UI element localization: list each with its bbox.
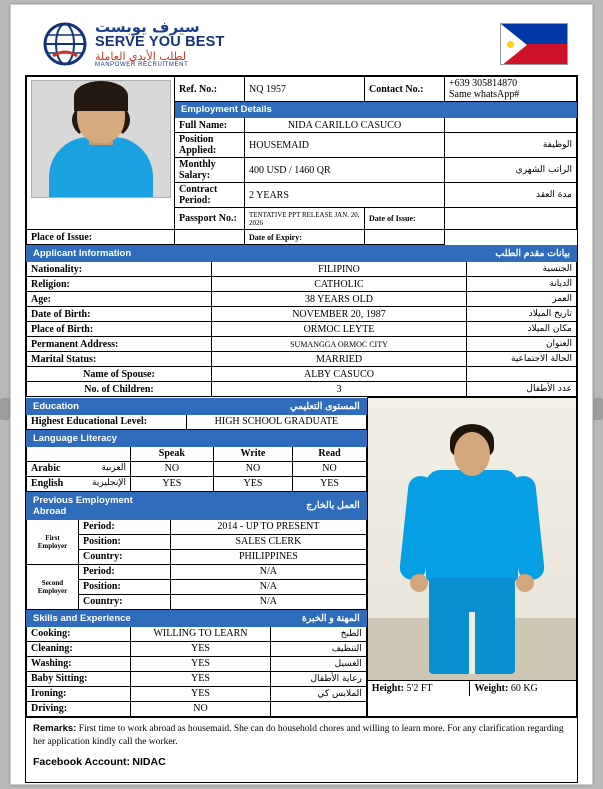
second-country-label: Country: — [79, 594, 171, 609]
section-education-arabic: المستوى التعليمي — [187, 398, 367, 414]
lower-right-column — [367, 398, 576, 717]
ironing-label: Ironing: — [27, 686, 131, 701]
full-name-arabic — [445, 118, 577, 133]
previous-employment-table — [26, 492, 367, 610]
arabic-read-value: NO — [293, 461, 367, 476]
position-applied-arabic: الوظيفة — [445, 133, 577, 158]
company-subtitle-arabic: لطلب الأيدي العاملة — [95, 49, 187, 63]
name-of-spouse-arabic — [467, 367, 577, 382]
section-previous-employment-arabic: العمل بالخارج — [171, 492, 367, 519]
contact-no-value — [445, 77, 577, 102]
company-logo-block — [43, 17, 225, 69]
applicant-photo — [27, 77, 175, 230]
weight-cell — [470, 681, 576, 696]
language-row-arabic — [27, 461, 131, 476]
facebook-line — [33, 755, 570, 770]
first-period-label: Period: — [79, 519, 171, 534]
lower-section-table — [26, 397, 577, 717]
no-of-children-value: 3 — [212, 382, 467, 397]
religion-label: Religion: — [27, 277, 212, 292]
washing-arabic: الغسيل — [271, 656, 367, 671]
remarks-label: Remarks: — [33, 723, 77, 734]
weight-label: Weight: — [474, 682, 509, 694]
second-period-label: Period: — [79, 564, 171, 579]
permanent-address-label: Permanent Address: — [27, 337, 212, 352]
company-name-english: SERVE YOU BEST — [95, 34, 225, 51]
height-label: Height: — [371, 682, 405, 694]
full-name-label: Full Name: — [175, 118, 245, 133]
first-period-value: 2014 - UP TO PRESENT — [171, 519, 367, 534]
place-of-issue-label: Place of Issue: — [27, 230, 175, 245]
no-of-children-label: No. of Children: — [27, 382, 212, 397]
language-english-label-ar: الإنجليزية — [92, 478, 126, 488]
language-col-header-read: Read — [293, 446, 367, 461]
date-of-birth-label: Date of Birth: — [27, 307, 212, 322]
age-arabic: العمر — [467, 292, 577, 307]
weight-value: 60 KG — [510, 682, 538, 694]
language-col-header-blank — [27, 446, 131, 461]
no-of-children-arabic: عدد الأطفال — [467, 382, 577, 397]
date-of-birth-value: NOVEMBER 20, 1987 — [212, 307, 467, 322]
contract-period-value: 2 YEARS — [245, 183, 445, 208]
place-of-issue-value — [175, 230, 245, 245]
permanent-address-value: SUMANGGA ORMOC CITY — [212, 337, 467, 352]
section-skills-experience: Skills and Experience — [27, 610, 271, 626]
second-position-value: N/A — [171, 579, 367, 594]
religion-value: CATHOLIC — [212, 277, 467, 292]
applicant-information-table — [26, 245, 577, 397]
main-frame — [25, 75, 578, 718]
cooking-label: Cooking: — [27, 626, 131, 641]
ironing-arabic: الملابس كي — [271, 686, 367, 701]
baby-sitting-value: YES — [131, 671, 271, 686]
language-arabic-label: Arabic — [31, 463, 61, 474]
highest-education-value: HIGH SCHOOL GRADUATE — [187, 414, 367, 429]
top-section-table — [26, 76, 577, 245]
second-country-value: N/A — [171, 594, 367, 609]
date-of-issue-value — [445, 208, 577, 230]
place-of-birth-label: Place of Birth: — [27, 322, 212, 337]
height-cell — [368, 681, 470, 696]
driving-label: Driving: — [27, 701, 131, 716]
name-of-spouse-label: Name of Spouse: — [27, 367, 212, 382]
baby-sitting-arabic: رعاية الأطفال — [271, 671, 367, 686]
marital-status-label: Marital Status: — [27, 352, 212, 367]
date-of-expiry-value — [365, 230, 445, 245]
date-of-issue-label: Date of Issue: — [365, 208, 445, 230]
section-employment-details: Employment Details — [175, 102, 577, 118]
highest-education-label: Highest Educational Level: — [27, 414, 187, 429]
cleaning-arabic: التنظيف — [271, 641, 367, 656]
section-applicant-information-arabic: بيانات مقدم الطلب — [467, 246, 577, 262]
monthly-salary-arabic: الراتب الشهري — [445, 158, 577, 183]
religion-arabic: الديانة — [467, 277, 577, 292]
monthly-salary-value: 400 USD / 1460 QR — [245, 158, 445, 183]
name-of-spouse-value: ALBY CASUCO — [212, 367, 467, 382]
lower-left-column — [26, 398, 367, 717]
permanent-address-arabic: العنوان — [467, 337, 577, 352]
remarks-block — [25, 718, 578, 783]
nationality-arabic: الجنسية — [467, 262, 577, 277]
company-name-block — [95, 17, 225, 69]
second-period-value: N/A — [171, 564, 367, 579]
baby-sitting-label: Baby Sitting: — [27, 671, 131, 686]
cooking-arabic: الطبخ — [271, 626, 367, 641]
globe-logo-icon — [43, 22, 87, 66]
page-edge-left-handle — [0, 398, 10, 420]
second-position-label: Position: — [79, 579, 171, 594]
age-label: Age: — [27, 292, 212, 307]
nationality-value: FILIPINO — [212, 262, 467, 277]
nationality-label: Nationality: — [27, 262, 212, 277]
full-name-value: NIDA CARILLO CASUCO — [245, 118, 445, 133]
date-of-expiry-label: Date of Expiry: — [245, 230, 365, 245]
measurements-table — [368, 680, 576, 696]
passport-no-value: TENTATIVE PPT RELEASE JAN. 20, 2026 — [245, 208, 365, 230]
philippines-flag-icon — [500, 23, 568, 65]
height-value: 5'2 FT — [406, 682, 433, 694]
facebook-value: NIDAC — [132, 755, 166, 768]
cooking-value: WILLING TO LEARN — [131, 626, 271, 641]
english-speak-value: YES — [131, 476, 214, 491]
document-page — [10, 4, 593, 785]
contract-period-arabic: مدة العقد — [445, 183, 577, 208]
cleaning-label: Cleaning: — [27, 641, 131, 656]
place-of-birth-value: ORMOC LEYTE — [212, 322, 467, 337]
first-position-value: SALES CLERK — [171, 534, 367, 549]
skills-experience-table — [26, 610, 367, 717]
language-english-label: English — [31, 478, 64, 489]
contract-period-label: Contract Period: — [175, 183, 245, 208]
age-value: 38 YEARS OLD — [212, 292, 467, 307]
language-arabic-label-ar: العربية — [101, 463, 126, 473]
washing-value: YES — [131, 656, 271, 671]
marital-status-value: MARRIED — [212, 352, 467, 367]
contact-no-whatsapp: Same whatsApp# — [449, 89, 520, 100]
language-col-header-speak: Speak — [131, 446, 214, 461]
section-education: Education — [27, 398, 187, 414]
english-read-value: YES — [293, 476, 367, 491]
document-header — [21, 13, 582, 75]
arabic-speak-value: NO — [131, 461, 214, 476]
position-applied-label: Position Applied: — [175, 133, 245, 158]
cleaning-value: YES — [131, 641, 271, 656]
facebook-label: Facebook Account: — [33, 755, 131, 768]
language-row-english — [27, 476, 131, 491]
first-position-label: Position: — [79, 534, 171, 549]
contact-no-label: Contact No.: — [365, 77, 445, 102]
ref-no-value: NQ 1957 — [245, 77, 365, 102]
ironing-value: YES — [131, 686, 271, 701]
applicant-full-length-photo — [368, 398, 576, 680]
section-applicant-information: Applicant Information — [27, 246, 467, 262]
place-of-birth-arabic: مكان الميلاد — [467, 322, 577, 337]
company-name-arabic: سيرف يوبست — [95, 17, 200, 36]
section-skills-experience-arabic: المهنة و الخبرة — [271, 610, 367, 626]
contact-no-number: +639 305814870 — [449, 78, 518, 89]
driving-arabic — [271, 701, 367, 716]
date-of-birth-arabic: تاريخ الميلاد — [467, 307, 577, 322]
marital-status-arabic: الحالة الاجتماعية — [467, 352, 577, 367]
ref-no-label: Ref. No.: — [175, 77, 245, 102]
washing-label: Washing: — [27, 656, 131, 671]
second-employer-label: Second Employer — [27, 564, 79, 609]
remarks-text: First time to work abroad as housemaid. She can do household chores and willing to learn more. For any clarification regarding her application kindly call the worker. — [33, 724, 564, 747]
company-tagline: MANPOWER RECRUITMENT — [95, 62, 189, 69]
first-country-value: PHILIPPINES — [171, 549, 367, 564]
first-employer-label: First Employer — [27, 519, 79, 564]
section-previous-employment: Previous Employment Abroad — [27, 492, 171, 519]
english-write-value: YES — [213, 476, 293, 491]
position-applied-value: HOUSEMAID — [245, 133, 445, 158]
page-edge-right-handle — [593, 398, 603, 420]
arabic-write-value: NO — [213, 461, 293, 476]
remarks-text-line — [33, 723, 570, 749]
language-literacy-table — [26, 430, 367, 492]
section-language-literacy: Language Literacy — [27, 430, 367, 446]
monthly-salary-label: Monthly Salary: — [175, 158, 245, 183]
language-col-header-write: Write — [213, 446, 293, 461]
passport-no-label: Passport No.: — [175, 208, 245, 230]
first-country-label: Country: — [79, 549, 171, 564]
driving-value: NO — [131, 701, 271, 716]
education-table — [26, 398, 367, 430]
